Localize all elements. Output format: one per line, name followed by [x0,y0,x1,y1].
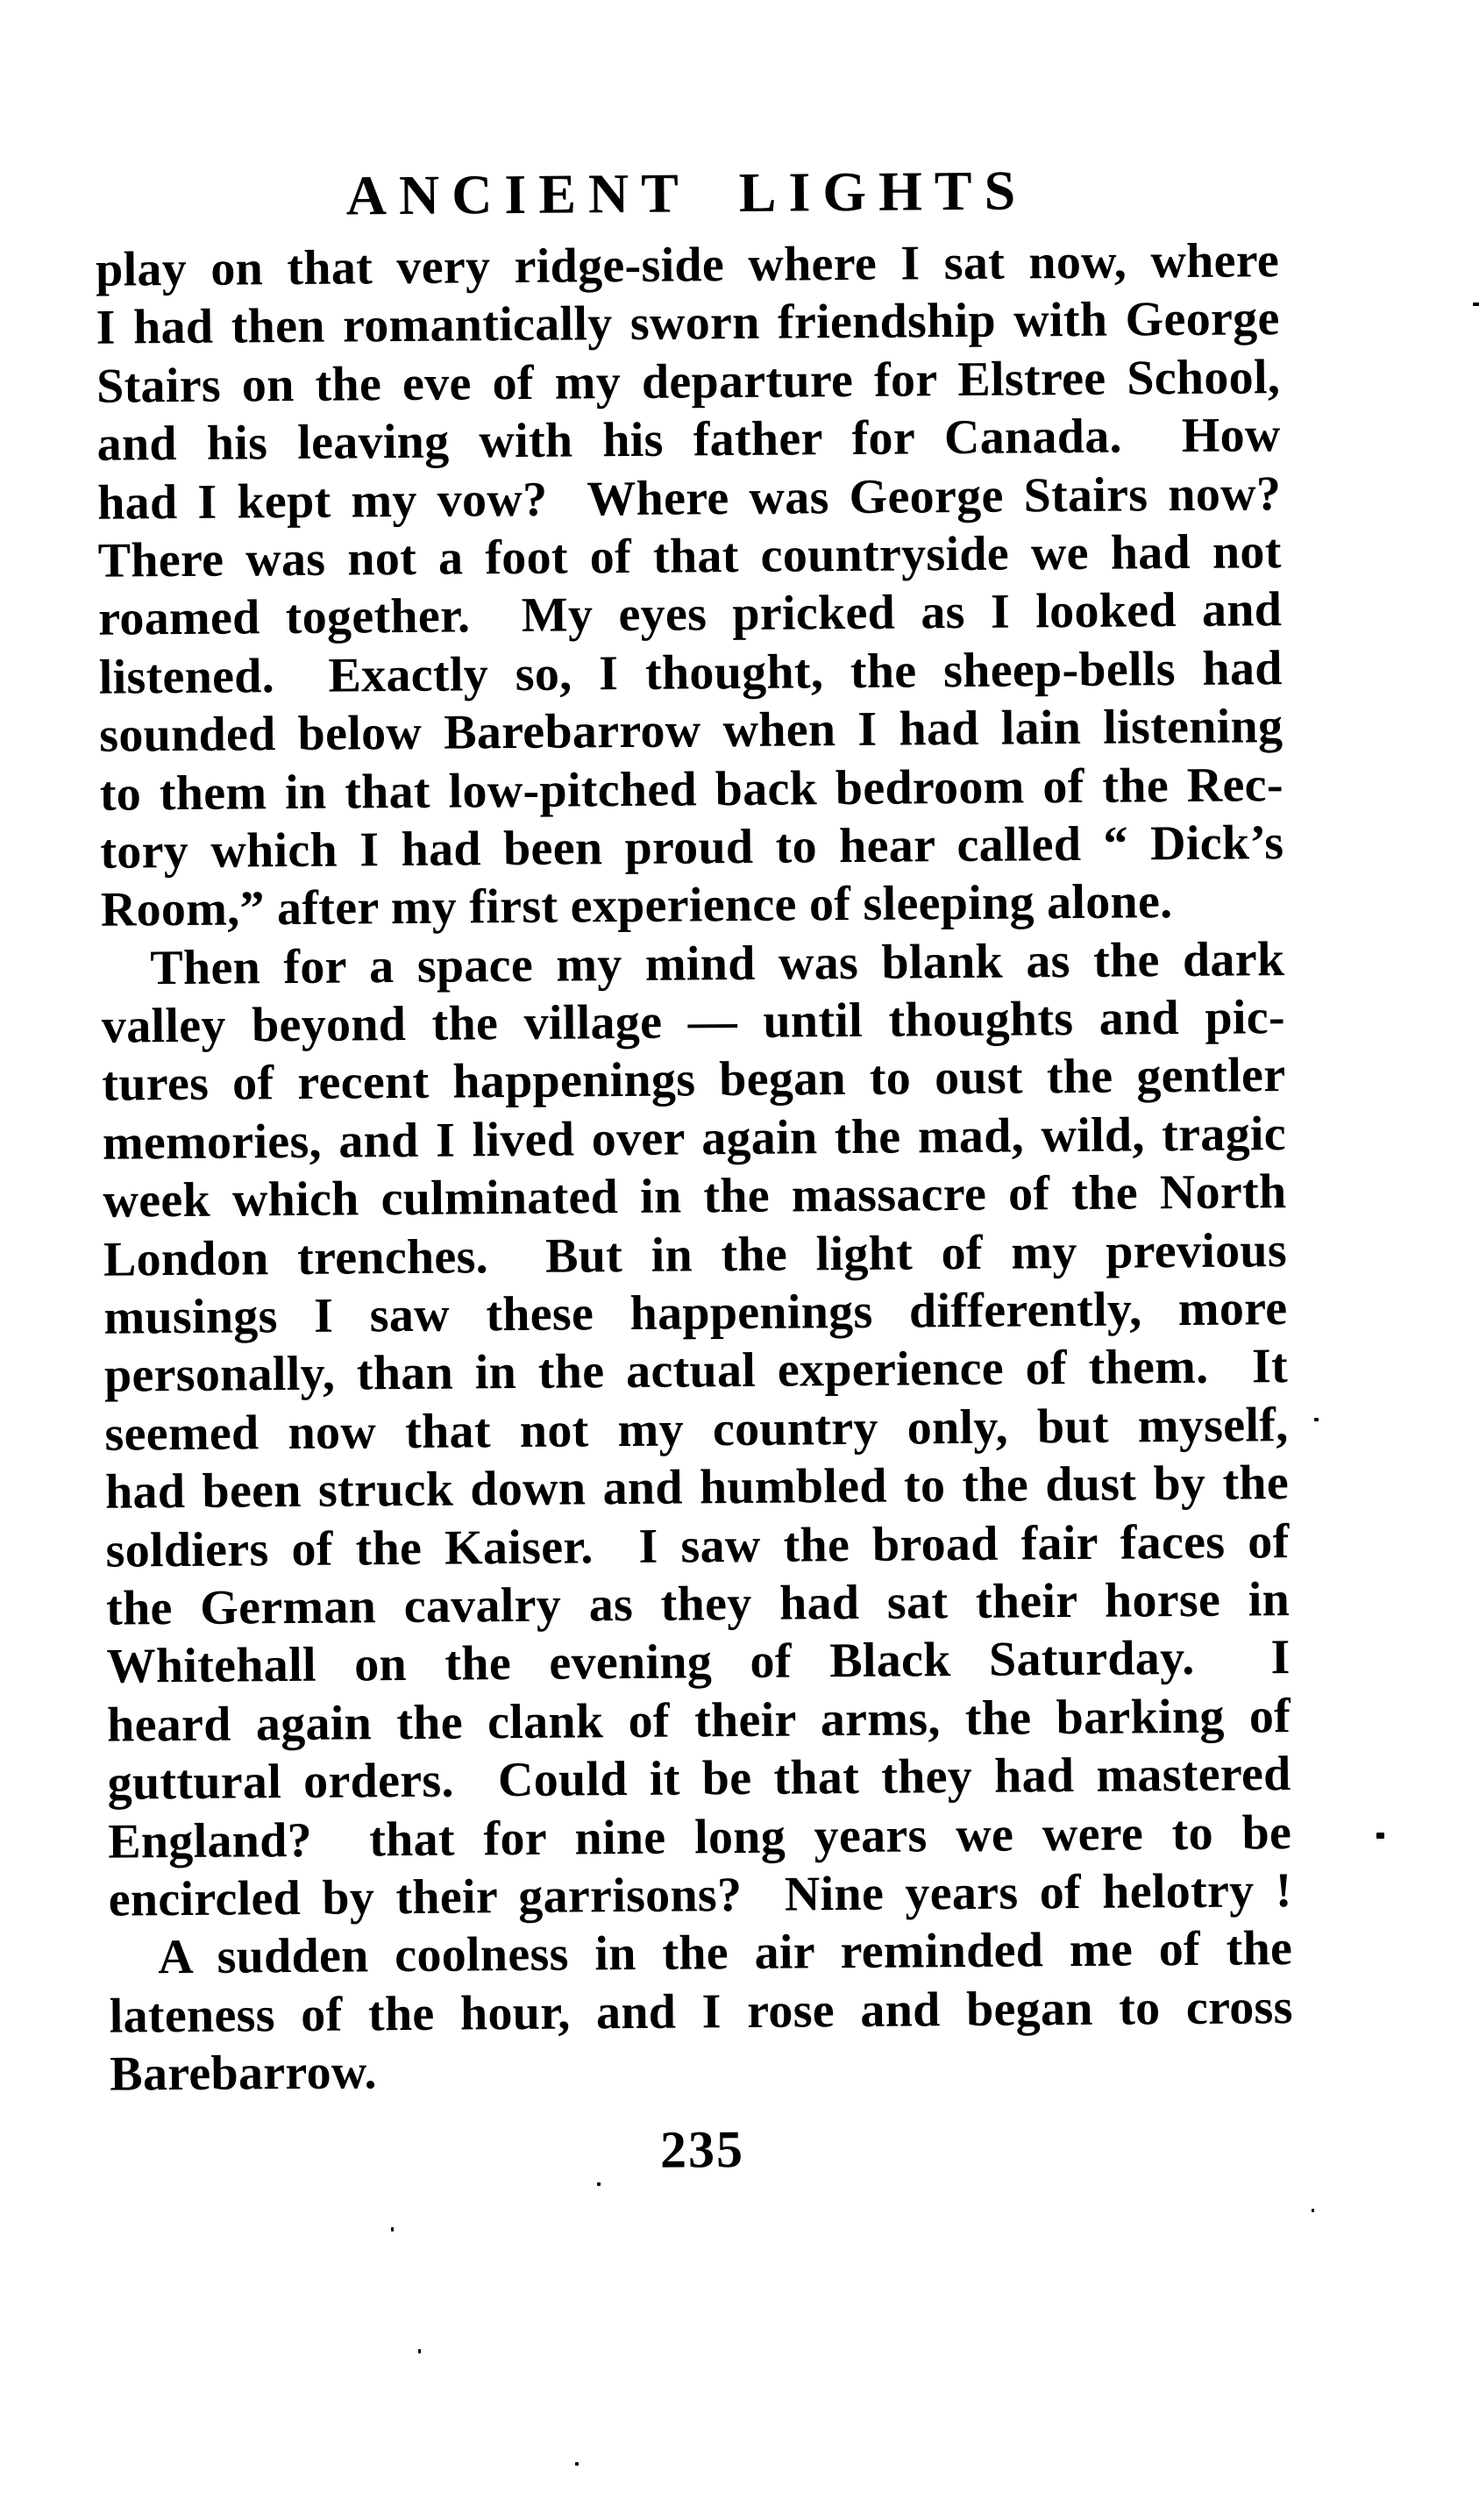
text-line: memories, and I lived over again the mad, wild, tragic [102,1106,1287,1171]
text-line: lateness of the hour, and I rose and began to cross [109,1979,1293,2044]
scan-speck-artifact [1376,1833,1384,1839]
text-line: Stairs on the eve of my departure for Elstree School, [96,349,1281,414]
scan-speck-artifact [391,2227,394,2232]
body-text [96,231,1294,2104]
text-line: Barebarrow. [110,2045,378,2102]
text-line: play on that very ridge-side where I sat now, where [95,233,1280,297]
text-line: and his leaving with his father for Canada. How [96,408,1281,472]
page-number: 235 [659,2119,745,2179]
text-line: musings I saw these happenings differently, more [103,1281,1288,1345]
text-line: I had then romantically sworn friendship with George [96,291,1280,356]
text-line: week which culminated in the massacre of the North [103,1164,1287,1228]
text-line: listened. Exactly so, I thought, the sheep-bells had [98,640,1283,705]
text-line: Whitehall on the evening of Black Saturday. I [106,1630,1291,1695]
text-line: tory which I had been proud to hear called “ Dick’s [100,815,1284,879]
scan-speck-artifact [597,2182,601,2186]
text-line: heard again the clank of their arms, the barking of [106,1688,1291,1753]
text-line: seemed now that not my country only, but myself, [104,1397,1289,1462]
text-line: There was not a foot of that countryside we had not [97,524,1282,588]
text-line: sounded below Barebarrow when I had lain listening [99,699,1283,763]
text-line: Then for a space my mind was blank as the dark [150,931,1285,995]
text-line: England? that for nine long years we were to be [107,1805,1292,1869]
text-line: had been struck down and humbled to the dust by the [104,1456,1290,1520]
text-line: roamed together. My eyes pricked as I looked and [97,582,1283,647]
text-line: the German cavalry as they had sat their horse in [105,1572,1291,1636]
text-line: soldiers of the Kaiser. I saw the broad fair faces of [105,1513,1290,1578]
text-line: encircled by their garrisons? Nine years of helotry ! [108,1863,1292,1927]
text-line: valley beyond the village — until thoughts and pic- [101,990,1286,1054]
scan-speck-artifact [1473,303,1479,306]
text-line: guttural orders. Could it be that they had mastered [107,1747,1291,1811]
text-line: personally, than in the actual experience of them. It [103,1339,1289,1404]
scan-speck-artifact [1312,2209,1314,2212]
text-line: London trenches. But in the light of my previous [103,1222,1288,1287]
scan-speck-artifact [418,2349,421,2353]
text-line: Room,” after my first experience of sleeping alone. [100,874,1173,938]
scan-speck-artifact [1314,1418,1319,1421]
text-line: A sudden coolness in the air reminded me of the [157,1921,1293,1985]
text-line: tures of recent happenings began to oust the gentler [102,1048,1286,1113]
scan-speck-artifact [575,2462,579,2466]
text-line: had I kept my vow? Where was George Stairs now? [96,466,1282,530]
running-head-title: ANCIENT LIGHTS [345,159,1028,227]
text-line: to them in that low-pitched back bedroom of the Rec- [99,757,1284,822]
